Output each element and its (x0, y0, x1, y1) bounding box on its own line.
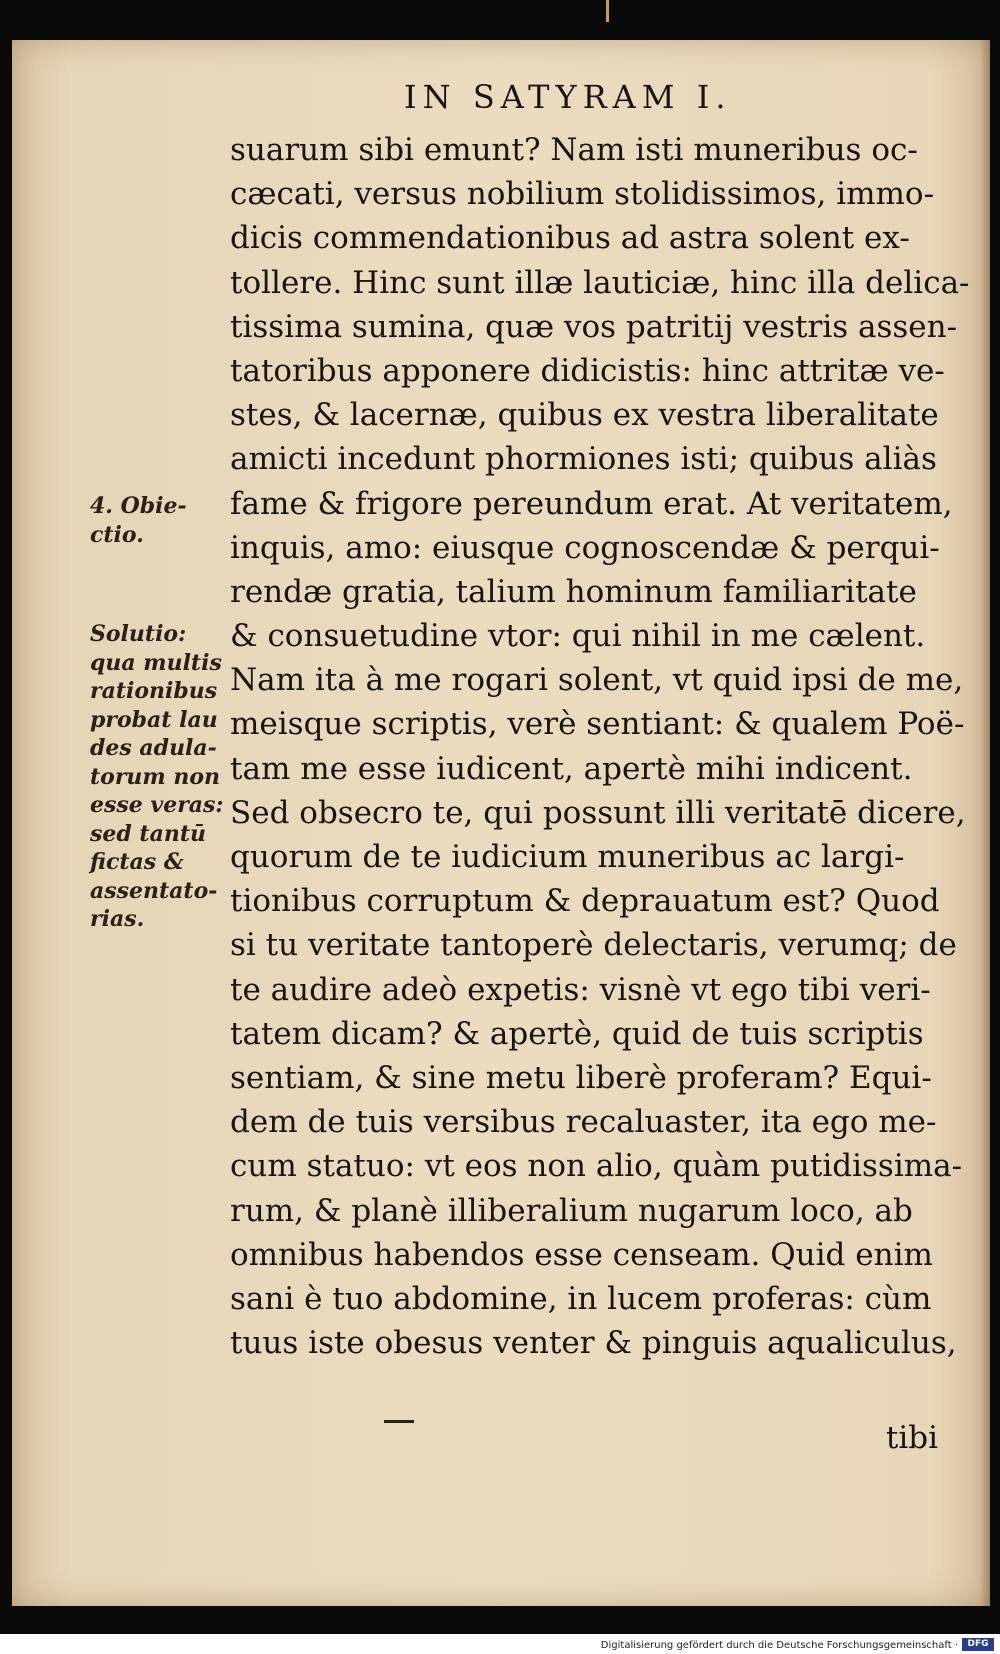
text-line: tuus iste obesus venter & pinguis aqualiculus, (230, 1325, 957, 1362)
running-head: IN SATYRAM I. (404, 78, 732, 116)
margin-note-objection (90, 492, 240, 549)
margin-note-line: probat lau (90, 706, 218, 733)
text-line: dicis commendationibus ad astra solent ex- (230, 220, 910, 257)
text-line: cæcati, versus nobilium stolidissimos, immo- (230, 176, 935, 213)
margin-note-line: 4. Obie- (90, 493, 187, 519)
text-line: omnibus habendos esse censeam. Quid enim (230, 1236, 933, 1273)
book-page (12, 40, 990, 1606)
text-line: si tu veritate tantoperè delectaris, verumq; de (230, 927, 957, 964)
text-line: inquis, amo: eiusque cognoscendæ & perqui- (230, 529, 940, 566)
margin-note-line: qua multis (90, 649, 222, 676)
body-text (230, 128, 982, 1365)
text-line: & consuetudine vtor: qui nihil in me cælent. (230, 618, 926, 655)
footer-bar (0, 1634, 1000, 1654)
text-line: quorum de te iudicium muneribus ac largi- (230, 839, 905, 875)
margin-note-line: torum non (90, 763, 221, 790)
margin-note-line: des adula- (90, 735, 217, 761)
bookmark-ribbon (606, 0, 609, 22)
margin-note-line: rias. (90, 906, 145, 932)
dfg-logo-icon: DFG (962, 1638, 994, 1651)
margin-note-line: ctio. (90, 521, 144, 548)
margin-note-line: sed tantū (90, 820, 206, 847)
digitization-credit: Digitalisierung gefördert durch die Deutsche Forschungsgemeinschaft · (600, 1640, 958, 1651)
text-line: tam me esse iudicent, apertè mihi indicent. (230, 750, 913, 787)
text-line: stes, & lacernæ, quibus ex vestra liberalitate (230, 397, 939, 434)
text-line: tatem dicam? & apertè, quid de tuis scriptis (230, 1015, 924, 1052)
text-line: fame & frigore pereundum erat. At veritatem, (230, 485, 953, 522)
text-line: dem de tuis versibus recaluaster, ita ego me- (230, 1104, 937, 1141)
signature-dash (384, 1420, 414, 1423)
margin-note-line: fictas & (90, 849, 184, 875)
text-line: tissima sumina, quæ vos patritij vestris assen- (230, 308, 958, 345)
text-line: tatoribus apponere didicistis: hinc attritæ ve- (230, 352, 945, 389)
margin-note-line: esse veras: (90, 792, 224, 818)
text-line: te audire adeò expetis: visnè vt ego tibi veri- (230, 971, 931, 1008)
text-line: tionibus corruptum & deprauatum est? Quod (230, 883, 940, 920)
margin-note-line: assentato- (90, 877, 218, 904)
text-line: Sed obsecro te, qui possunt illi veritatē dicere, (230, 794, 966, 831)
text-line: rendæ gratia, talium hominum familiaritate (230, 573, 917, 610)
text-line: tollere. Hinc sunt illæ lauticiæ, hinc illa delica- (230, 264, 970, 301)
text-line: rum, & planè illiberalium nugarum loco, ab (230, 1192, 913, 1229)
text-line: amicti incedunt phormiones isti; quibus aliàs (230, 441, 937, 478)
text-line: cum statuo: vt eos non alio, quàm putidissima- (230, 1148, 963, 1185)
text-line: suarum sibi emunt? Nam isti muneribus oc- (230, 132, 918, 168)
text-line: Nam ita à me rogari solent, vt quid ipsi de me, (230, 662, 964, 699)
text-line: meisque scriptis, verè sentiant: & qualem Poë- (230, 706, 965, 743)
text-line: sentiam, & sine metu liberè proferam? Equi- (230, 1059, 932, 1096)
margin-note-solution (90, 620, 240, 934)
margin-note-line: Solutio: (90, 621, 187, 647)
margin-note-line: rationibus (90, 678, 218, 704)
text-line: sani è tuo abdomine, in lucem proferas: cùm (230, 1280, 932, 1317)
catchword: tibi (885, 1420, 938, 1456)
